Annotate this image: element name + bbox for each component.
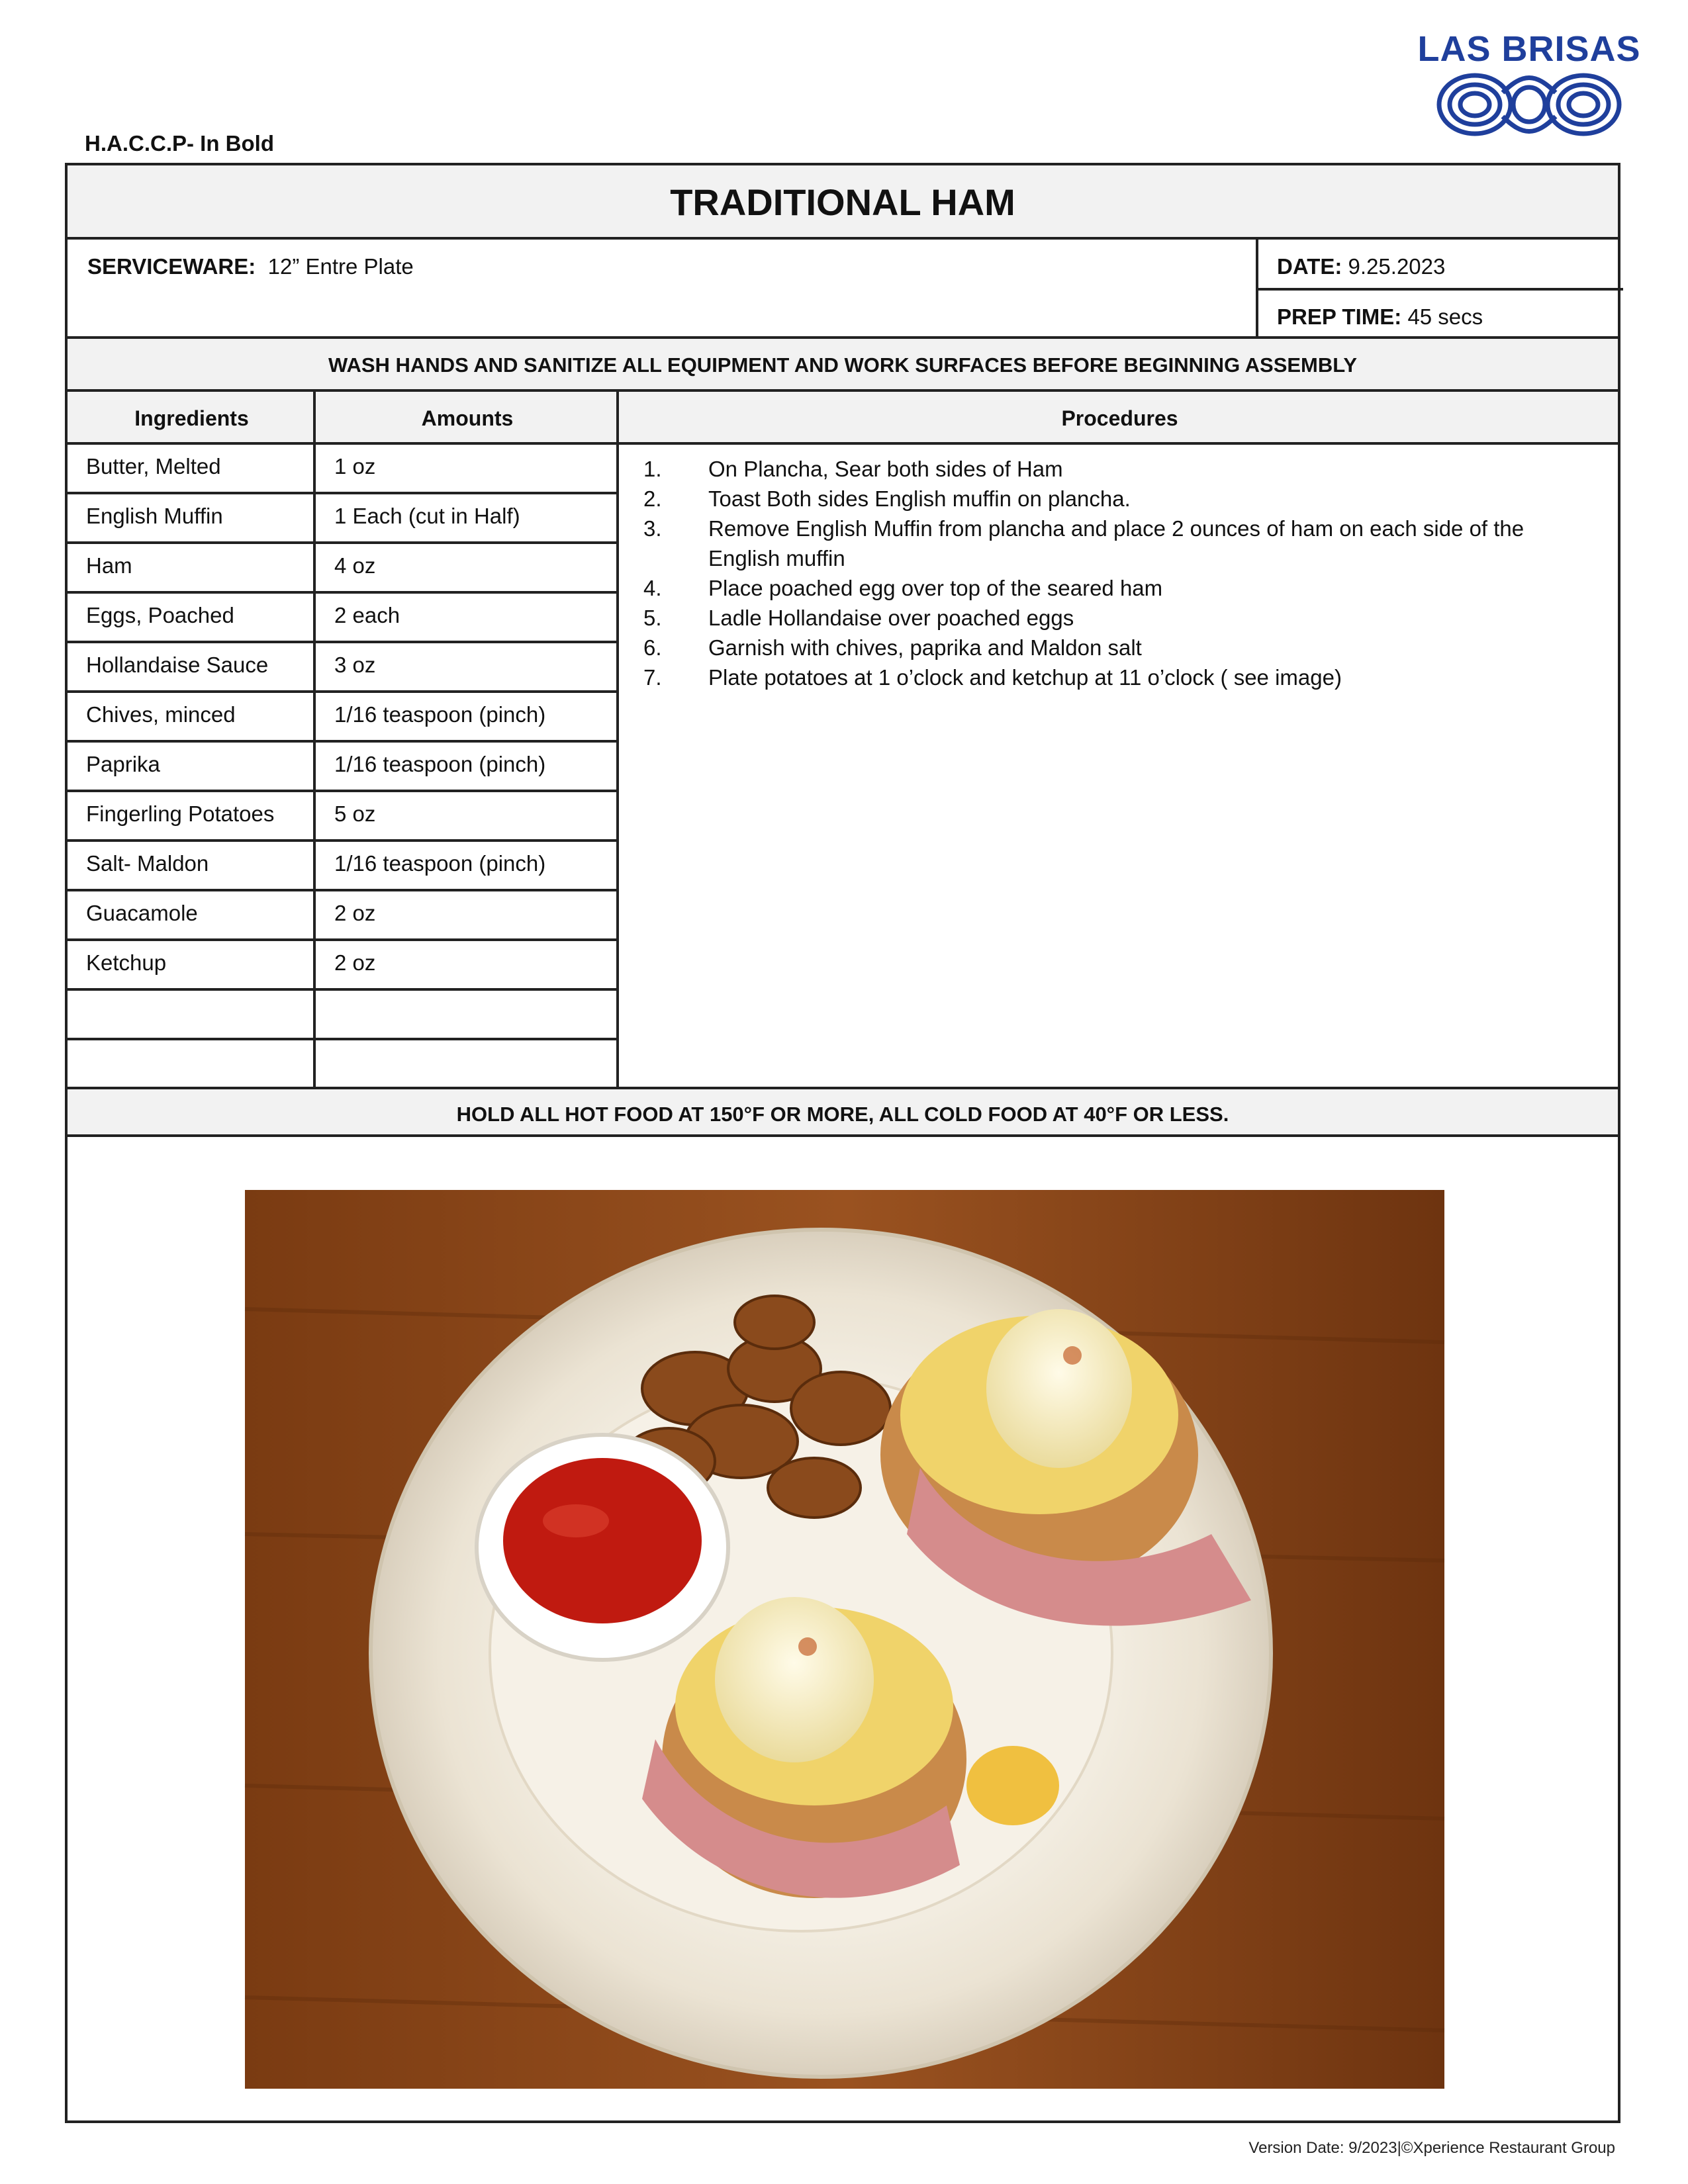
step-number: 5. — [643, 606, 662, 630]
ingredient-row — [68, 941, 619, 991]
serviceware-value: 12” Entre Plate — [267, 254, 414, 279]
ingredient-amount: 2 each — [334, 603, 400, 627]
step-text: Place poached egg over top of the seared ham — [708, 576, 1163, 600]
ingredient-row — [68, 693, 619, 743]
ingredient-amount: 4 oz — [334, 553, 376, 578]
ingredient-row — [68, 743, 619, 792]
procedure-step — [643, 633, 1583, 662]
serviceware-label: SERVICEWARE: — [87, 254, 256, 279]
ingredient-amount: 2 oz — [334, 950, 376, 975]
recipe-title: TRADITIONAL HAM — [68, 165, 1618, 240]
procedure-step — [643, 573, 1583, 603]
column-divider — [313, 392, 316, 442]
date-prep-block — [1256, 240, 1623, 336]
step-text: Garnish with chives, paprika and Maldon salt — [708, 635, 1142, 660]
hold-notice: HOLD ALL HOT FOOD AT 150°F OR MORE, ALL COLD FOOD AT 40°F OR LESS. — [68, 1087, 1618, 1137]
ingredient-name: Hollandaise Sauce — [86, 653, 269, 677]
ingredient-row — [68, 445, 619, 494]
procedure-list — [643, 454, 1583, 692]
ingredient-row — [68, 643, 619, 693]
ingredient-name: Ham — [86, 553, 132, 578]
plated-dish-photo — [245, 1190, 1444, 2089]
svg-text:LAS BRISAS: LAS BRISAS — [1417, 29, 1641, 69]
wash-notice: WASH HANDS AND SANITIZE ALL EQUIPMENT AND WORK SURFACES BEFORE BEGINNING ASSEMBLY — [68, 339, 1618, 392]
ingredient-row — [68, 891, 619, 941]
ingredient-amount: 5 oz — [334, 801, 376, 826]
ingredient-amount: 1/16 teaspoon (pinch) — [334, 752, 546, 776]
step-text: Remove English Muffin from plancha and place 2 ounces of ham on each side of the English muffin — [708, 516, 1524, 570]
ingredient-row — [68, 1040, 619, 1087]
recipe-sheet — [65, 163, 1620, 2123]
prep-time-value: 45 secs — [1407, 304, 1483, 329]
ingredient-row — [68, 544, 619, 594]
ingredient-amount: 1/16 teaspoon (pinch) — [334, 702, 546, 727]
ingredient-amount: 1/16 teaspoon (pinch) — [334, 851, 546, 876]
ingredient-name: Ketchup — [86, 950, 167, 975]
ingredient-name: Butter, Melted — [86, 454, 221, 478]
procedure-step — [643, 514, 1583, 573]
ingredient-amount: 3 oz — [334, 653, 376, 677]
column-divider — [616, 445, 619, 1087]
ingredient-amount: 2 oz — [334, 901, 376, 925]
column-divider — [313, 445, 316, 1087]
date-field — [1277, 254, 1445, 279]
amounts-header: Amounts — [421, 406, 514, 430]
procedure-step — [643, 484, 1583, 514]
ingredient-amount: 1 oz — [334, 454, 376, 478]
ingredient-row — [68, 792, 619, 842]
prep-time-label: PREP TIME: — [1277, 304, 1402, 329]
step-number: 6. — [643, 635, 662, 660]
table-header — [68, 392, 1618, 445]
date-value: 9.25.2023 — [1348, 254, 1446, 279]
column-divider — [616, 392, 619, 442]
ingredient-name: Paprika — [86, 752, 160, 776]
procedure-step — [643, 454, 1583, 484]
prep-time-field — [1277, 304, 1483, 330]
step-number: 1. — [643, 457, 662, 481]
step-number: 4. — [643, 576, 662, 600]
step-number: 3. — [643, 516, 662, 541]
ingredient-amount: 1 Each (cut in Half) — [334, 504, 520, 528]
las-brisas-logo — [1417, 26, 1641, 142]
serviceware-row — [68, 240, 1618, 339]
ingredient-name: Chives, minced — [86, 702, 236, 727]
ingredient-name: English Muffin — [86, 504, 223, 528]
ingredient-name: Fingerling Potatoes — [86, 801, 275, 826]
ingredient-row — [68, 991, 619, 1040]
haccp-note: H.A.C.C.P- In Bold — [85, 131, 274, 156]
ingredient-name: Eggs, Poached — [86, 603, 234, 627]
ingredients-header: Ingredients — [134, 406, 249, 430]
step-number: 7. — [643, 665, 662, 690]
procedure-step — [643, 662, 1583, 692]
ingredient-row — [68, 594, 619, 643]
step-text: Ladle Hollandaise over poached eggs — [708, 606, 1074, 630]
version-footer: Version Date: 9/2023|©Xperience Restaurant Group — [1248, 2139, 1615, 2157]
serviceware-field — [87, 254, 414, 279]
step-text: On Plancha, Sear both sides of Ham — [708, 457, 1063, 481]
step-text: Plate potatoes at 1 o’clock and ketchup at 11 o’clock ( see image) — [708, 665, 1342, 690]
date-label: DATE: — [1277, 254, 1342, 279]
step-number: 2. — [643, 486, 662, 511]
ingredients-procedures-grid — [68, 445, 1618, 1087]
ingredient-row — [68, 842, 619, 891]
procedure-step — [643, 603, 1583, 633]
ingredient-name: Guacamole — [86, 901, 198, 925]
step-text: Toast Both sides English muffin on plancha. — [708, 486, 1131, 511]
ingredient-row — [68, 494, 619, 544]
ingredient-name: Salt- Maldon — [86, 851, 209, 876]
date-divider — [1258, 288, 1623, 291]
procedures-header: Procedures — [1061, 406, 1178, 430]
